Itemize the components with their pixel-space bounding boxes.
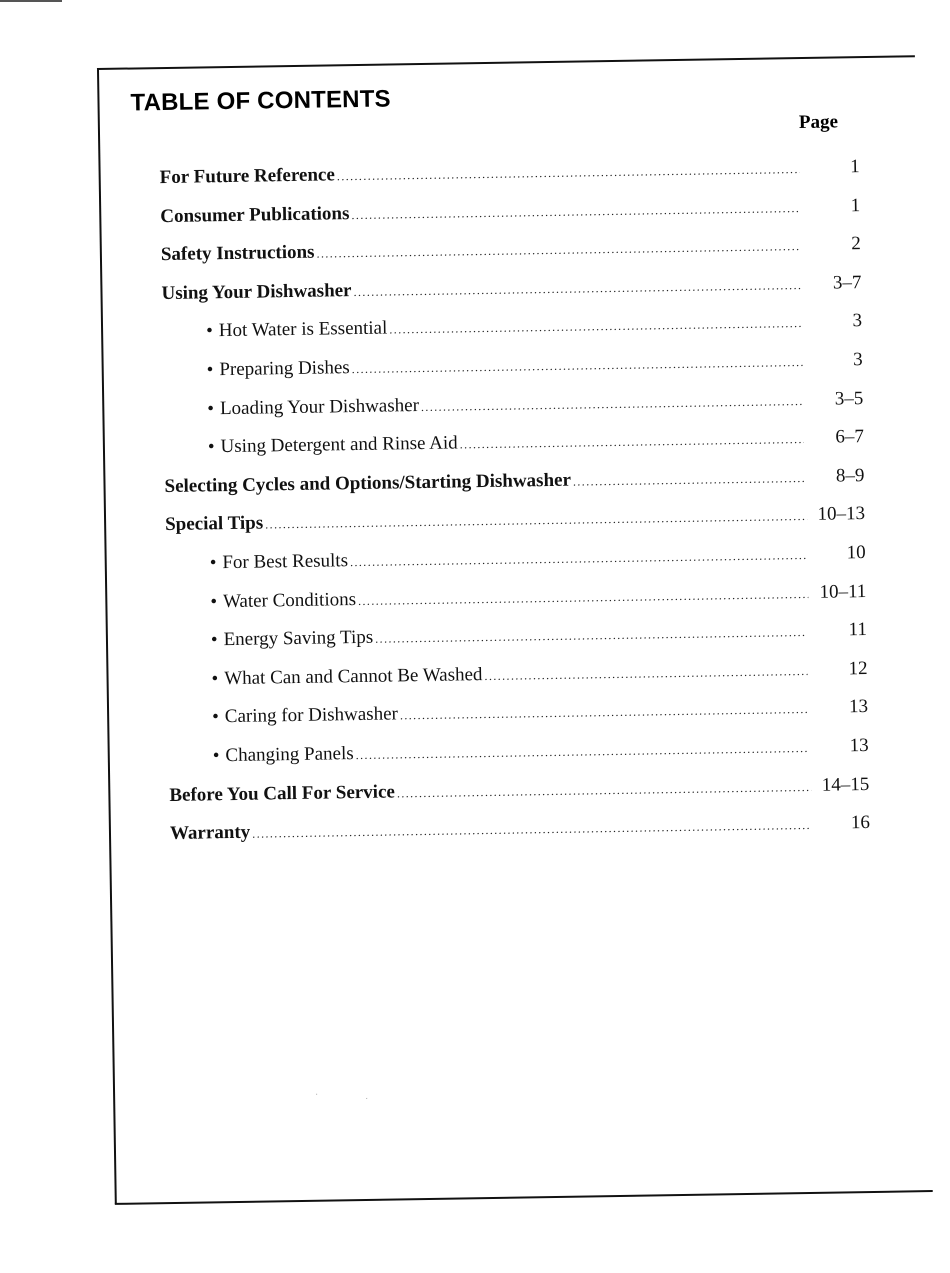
toc-entry-page: 2 (851, 233, 861, 255)
page-title: TABLE OF CONTENTS (130, 85, 391, 117)
dot-leader (573, 471, 805, 490)
page-column-header: Page (798, 111, 839, 134)
toc-entry-page: 11 (848, 619, 868, 641)
toc-entry-label: Hot Water is Essential (218, 317, 388, 342)
frame-left-rule (97, 68, 117, 1204)
toc-entry-page: 3 (852, 349, 863, 371)
bullet-icon: • (212, 745, 220, 767)
toc-entry-page: 13 (848, 696, 869, 718)
bullet-icon: • (210, 590, 218, 612)
bullet-icon: • (209, 552, 217, 574)
dot-leader (252, 818, 810, 842)
bullet-icon: • (207, 436, 215, 458)
toc-entry-label: Safety Instructions (160, 241, 315, 266)
toc-entry-label: For Best Results (222, 550, 349, 574)
dot-leader (484, 664, 807, 684)
frame-top-rule (97, 55, 915, 70)
toc-entry-page: 3 (852, 310, 863, 332)
dot-leader (350, 548, 806, 570)
toc-entry-label: Selecting Cycles and Options/Starting Dishwasher (164, 469, 572, 497)
dot-leader (389, 316, 802, 337)
toc-entry-label: Consumer Publications (160, 202, 350, 227)
toc-entry-label: Loading Your Dishwasher (219, 394, 420, 419)
scan-speck (316, 1094, 317, 1095)
toc-entry-page: 1 (849, 156, 860, 178)
toc-entry-label: Water Conditions (222, 588, 357, 612)
toc-entry-page: 10–13 (817, 503, 866, 526)
toc-entry-label: Changing Panels (225, 743, 354, 767)
toc-entry-label: Before You Call For Service (169, 780, 396, 806)
toc-entry-page: 6–7 (835, 426, 865, 448)
dot-leader (400, 702, 808, 723)
bullet-icon: • (211, 667, 219, 690)
toc-entry-page: 10–11 (819, 580, 867, 603)
dot-leader (337, 162, 800, 184)
toc-entry-page: 13 (849, 734, 869, 757)
bullet-icon: • (206, 359, 214, 381)
toc-entry-label: Warranty (169, 821, 251, 845)
toc-entry-page: 3–7 (832, 271, 862, 294)
toc-entry-label: Energy Saving Tips (223, 626, 374, 651)
toc-entry-label: What Can and Cannot Be Washed (224, 663, 483, 689)
toc-entry-page: 8–9 (835, 464, 865, 487)
dot-leader (460, 432, 804, 452)
dot-leader (421, 394, 804, 415)
dot-leader (351, 201, 800, 223)
toc-entry-label: Using Your Dishwasher (161, 279, 352, 304)
toc-entry-label: Preparing Dishes (219, 357, 350, 381)
dot-leader (352, 355, 803, 377)
bullet-icon: • (212, 706, 219, 728)
toc-entry-page: 12 (848, 657, 868, 680)
toc-entry-label: Special Tips (164, 512, 264, 536)
dot-leader (356, 741, 809, 763)
dot-leader (397, 779, 812, 801)
bullet-icon: • (207, 397, 215, 419)
toc-entry-page: 10 (846, 541, 866, 564)
toc-entry-page: 16 (850, 812, 871, 834)
scan-speck (366, 1098, 367, 1099)
toc-entry-label: For Future Reference (159, 164, 335, 189)
bullet-icon: • (210, 629, 218, 651)
dot-leader (316, 239, 801, 262)
toc-entry-page: 3–5 (834, 387, 864, 410)
toc-entry-page: 1 (850, 194, 861, 216)
toc-entry-page: 14–15 (821, 773, 870, 796)
dot-leader (353, 278, 801, 300)
frame-bottom-rule (115, 1190, 933, 1205)
toc-entry-label: Caring for Dishwasher (224, 703, 399, 728)
table-of-contents (160, 156, 871, 862)
dot-leader (265, 509, 807, 533)
toc-entry-label: Using Detergent and Rinse Aid (220, 432, 458, 458)
dot-leader (358, 586, 808, 608)
bullet-icon: • (205, 320, 213, 342)
dot-leader (375, 625, 807, 647)
